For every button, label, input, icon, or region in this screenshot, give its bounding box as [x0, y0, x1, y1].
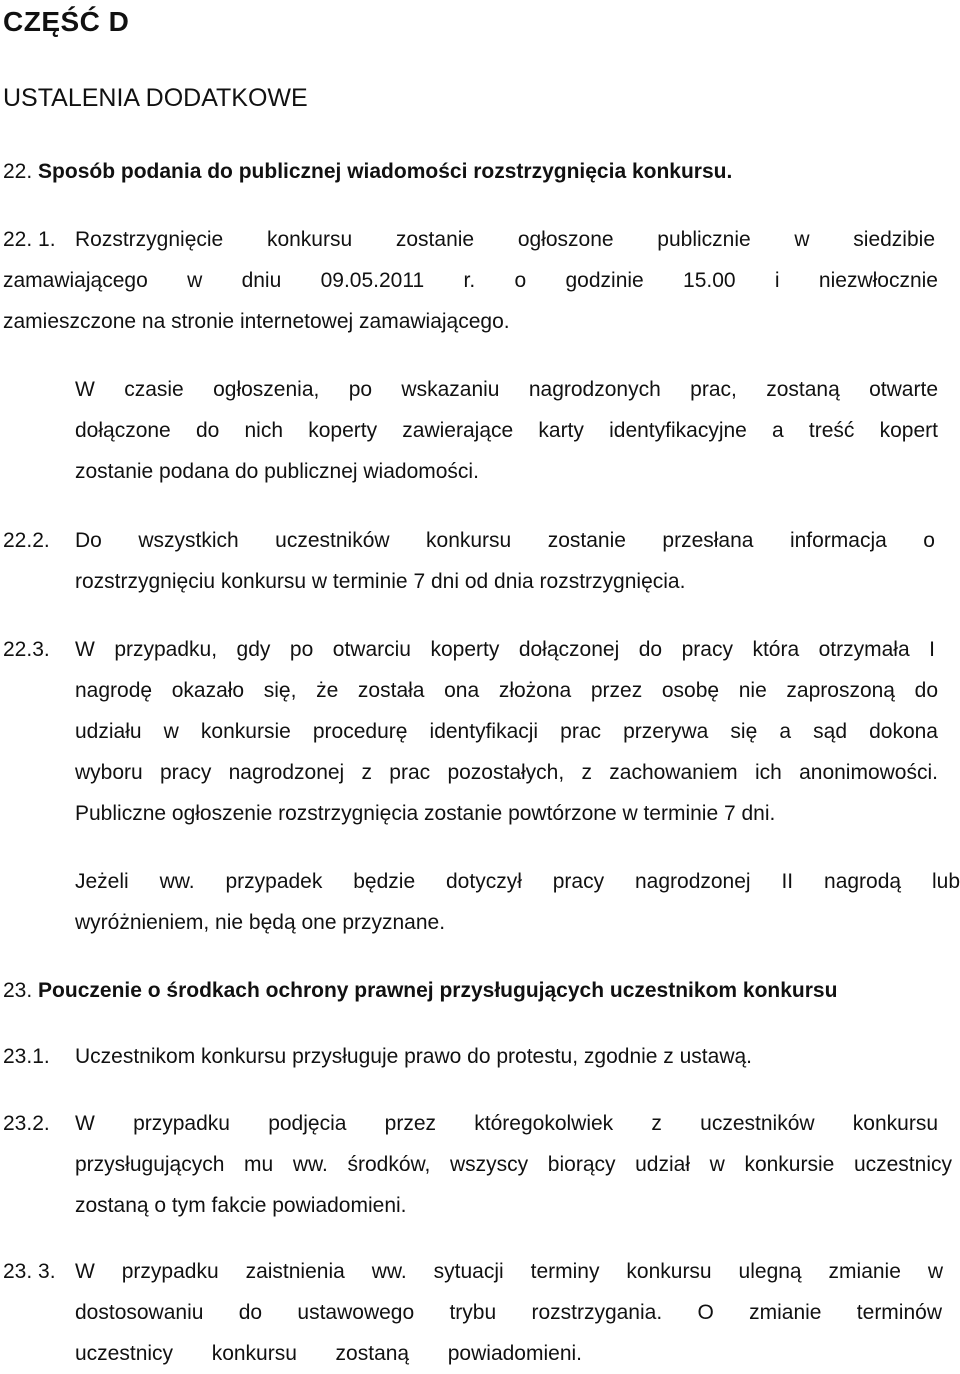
paragraph-23-3	[3, 1251, 943, 1374]
paragraph-22-3	[3, 629, 938, 834]
section-title: USTALENIA DODATKOWE	[3, 84, 308, 112]
paragraph-22-1-line-2: zamawiającego w dniu 09.05.2011 r. o godzinie 15.00 i niezwłocznie	[3, 269, 938, 292]
paragraph-22-3-line-2: nagrodę okazało się, że została ona złożona przez osobę nie zaproszoną do	[75, 679, 938, 702]
heading-23-text: Pouczenie o środkach ochrony prawnej przysługujących uczestnikom konkursu	[38, 979, 838, 1002]
paragraph-22-1-continuation	[3, 369, 960, 492]
paragraph-23-2-line-3: zostaną o tym fakcie powiadomieni.	[75, 1194, 407, 1217]
paragraph-23-3-number: 23. 3.	[3, 1260, 56, 1283]
paragraph-23-2-line-2: przysługujących mu ww. środków, wszyscy biorący udział w konkursie uczestnicy	[75, 1153, 952, 1176]
paragraph-22-1-line-3: zamieszczone na stronie internetowej zamawiającego.	[3, 310, 510, 333]
paragraph-22-3-number: 22.3.	[3, 638, 50, 661]
heading-23	[3, 979, 837, 1003]
heading-22-number: 22.	[3, 160, 33, 183]
paragraph-22-1-number: 22. 1.	[3, 228, 56, 251]
paragraph-22-3-line-3: udziału w konkursie procedurę identyfikacji prac przerywa się a sąd dokona	[75, 720, 938, 743]
paragraph-22-3-line-1: W przypadku, gdy po otwarciu koperty dołączonej do pracy która otrzymała I	[75, 638, 935, 661]
paragraph-22-2-number: 22.2.	[3, 529, 50, 552]
paragraph-23-3-line-1: W przypadku zaistnienia ww. sytuacji terminy konkursu ulegną zmianie w	[75, 1260, 943, 1283]
paragraph-23-2-line-1: W przypadku podjęcia przez któregokolwiek z uczestników konkursu	[75, 1112, 938, 1135]
paragraph-22-2-line-2: rozstrzygnięciu konkursu w terminie 7 dni od dnia rozstrzygnięcia.	[75, 570, 686, 593]
heading-22-text: Sposób podania do publicznej wiadomości rozstrzygnięcia konkursu.	[38, 160, 733, 183]
paragraph-23-1	[3, 1036, 935, 1077]
paragraph-22-3-continuation	[3, 861, 960, 943]
paragraph-23-3-line-2: dostosowaniu do ustawowego trybu rozstrzygania. O zmianie terminów	[75, 1301, 942, 1324]
paragraph-22-1-line-1: Rozstrzygnięcie konkursu zostanie ogłoszone publicznie w siedzibie	[75, 228, 935, 251]
paragraph-23-1-number: 23.1.	[3, 1045, 50, 1068]
paragraph-23-2-number: 23.2.	[3, 1112, 50, 1135]
part-title: CZĘŚĆ D	[3, 6, 130, 37]
paragraph-23-1-line-1: Uczestnikom konkursu przysługuje prawo do protestu, zgodnie z ustawą.	[75, 1045, 753, 1068]
paragraph-22-3b-line-1: Jeżeli ww. przypadek będzie dotyczył pracy nagrodzonej II nagrodą lub	[75, 870, 960, 893]
paragraph-23-3-line-3: uczestnicy konkursu zostaną powiadomieni.	[75, 1342, 582, 1365]
paragraph-22-3-line-5: Publiczne ogłoszenie rozstrzygnięcia zostanie powtórzone w terminie 7 dni.	[75, 802, 776, 825]
paragraph-22-1b-line-2: dołączone do nich koperty zawierające karty identyfikacyjne a treść kopert	[75, 419, 938, 442]
paragraph-22-3b-line-2: wyróżnieniem, nie będą one przyznane.	[75, 911, 446, 934]
paragraph-22-2-line-1: Do wszystkich uczestników konkursu zostanie przesłana informacja o	[75, 529, 935, 552]
paragraph-22-1b-line-3: zostanie podana do publicznej wiadomości.	[75, 460, 479, 483]
paragraph-22-2	[3, 520, 935, 602]
paragraph-23-2	[3, 1103, 952, 1226]
heading-23-number: 23.	[3, 979, 33, 1002]
paragraph-22-3-line-4: wyboru pracy nagrodzonej z prac pozostałych, z zachowaniem ich anonimowości.	[75, 761, 938, 784]
paragraph-22-1	[3, 219, 938, 342]
heading-22	[3, 160, 732, 184]
paragraph-22-1b-line-1: W czasie ogłoszenia, po wskazaniu nagrodzonych prac, zostaną otwarte	[75, 378, 938, 401]
